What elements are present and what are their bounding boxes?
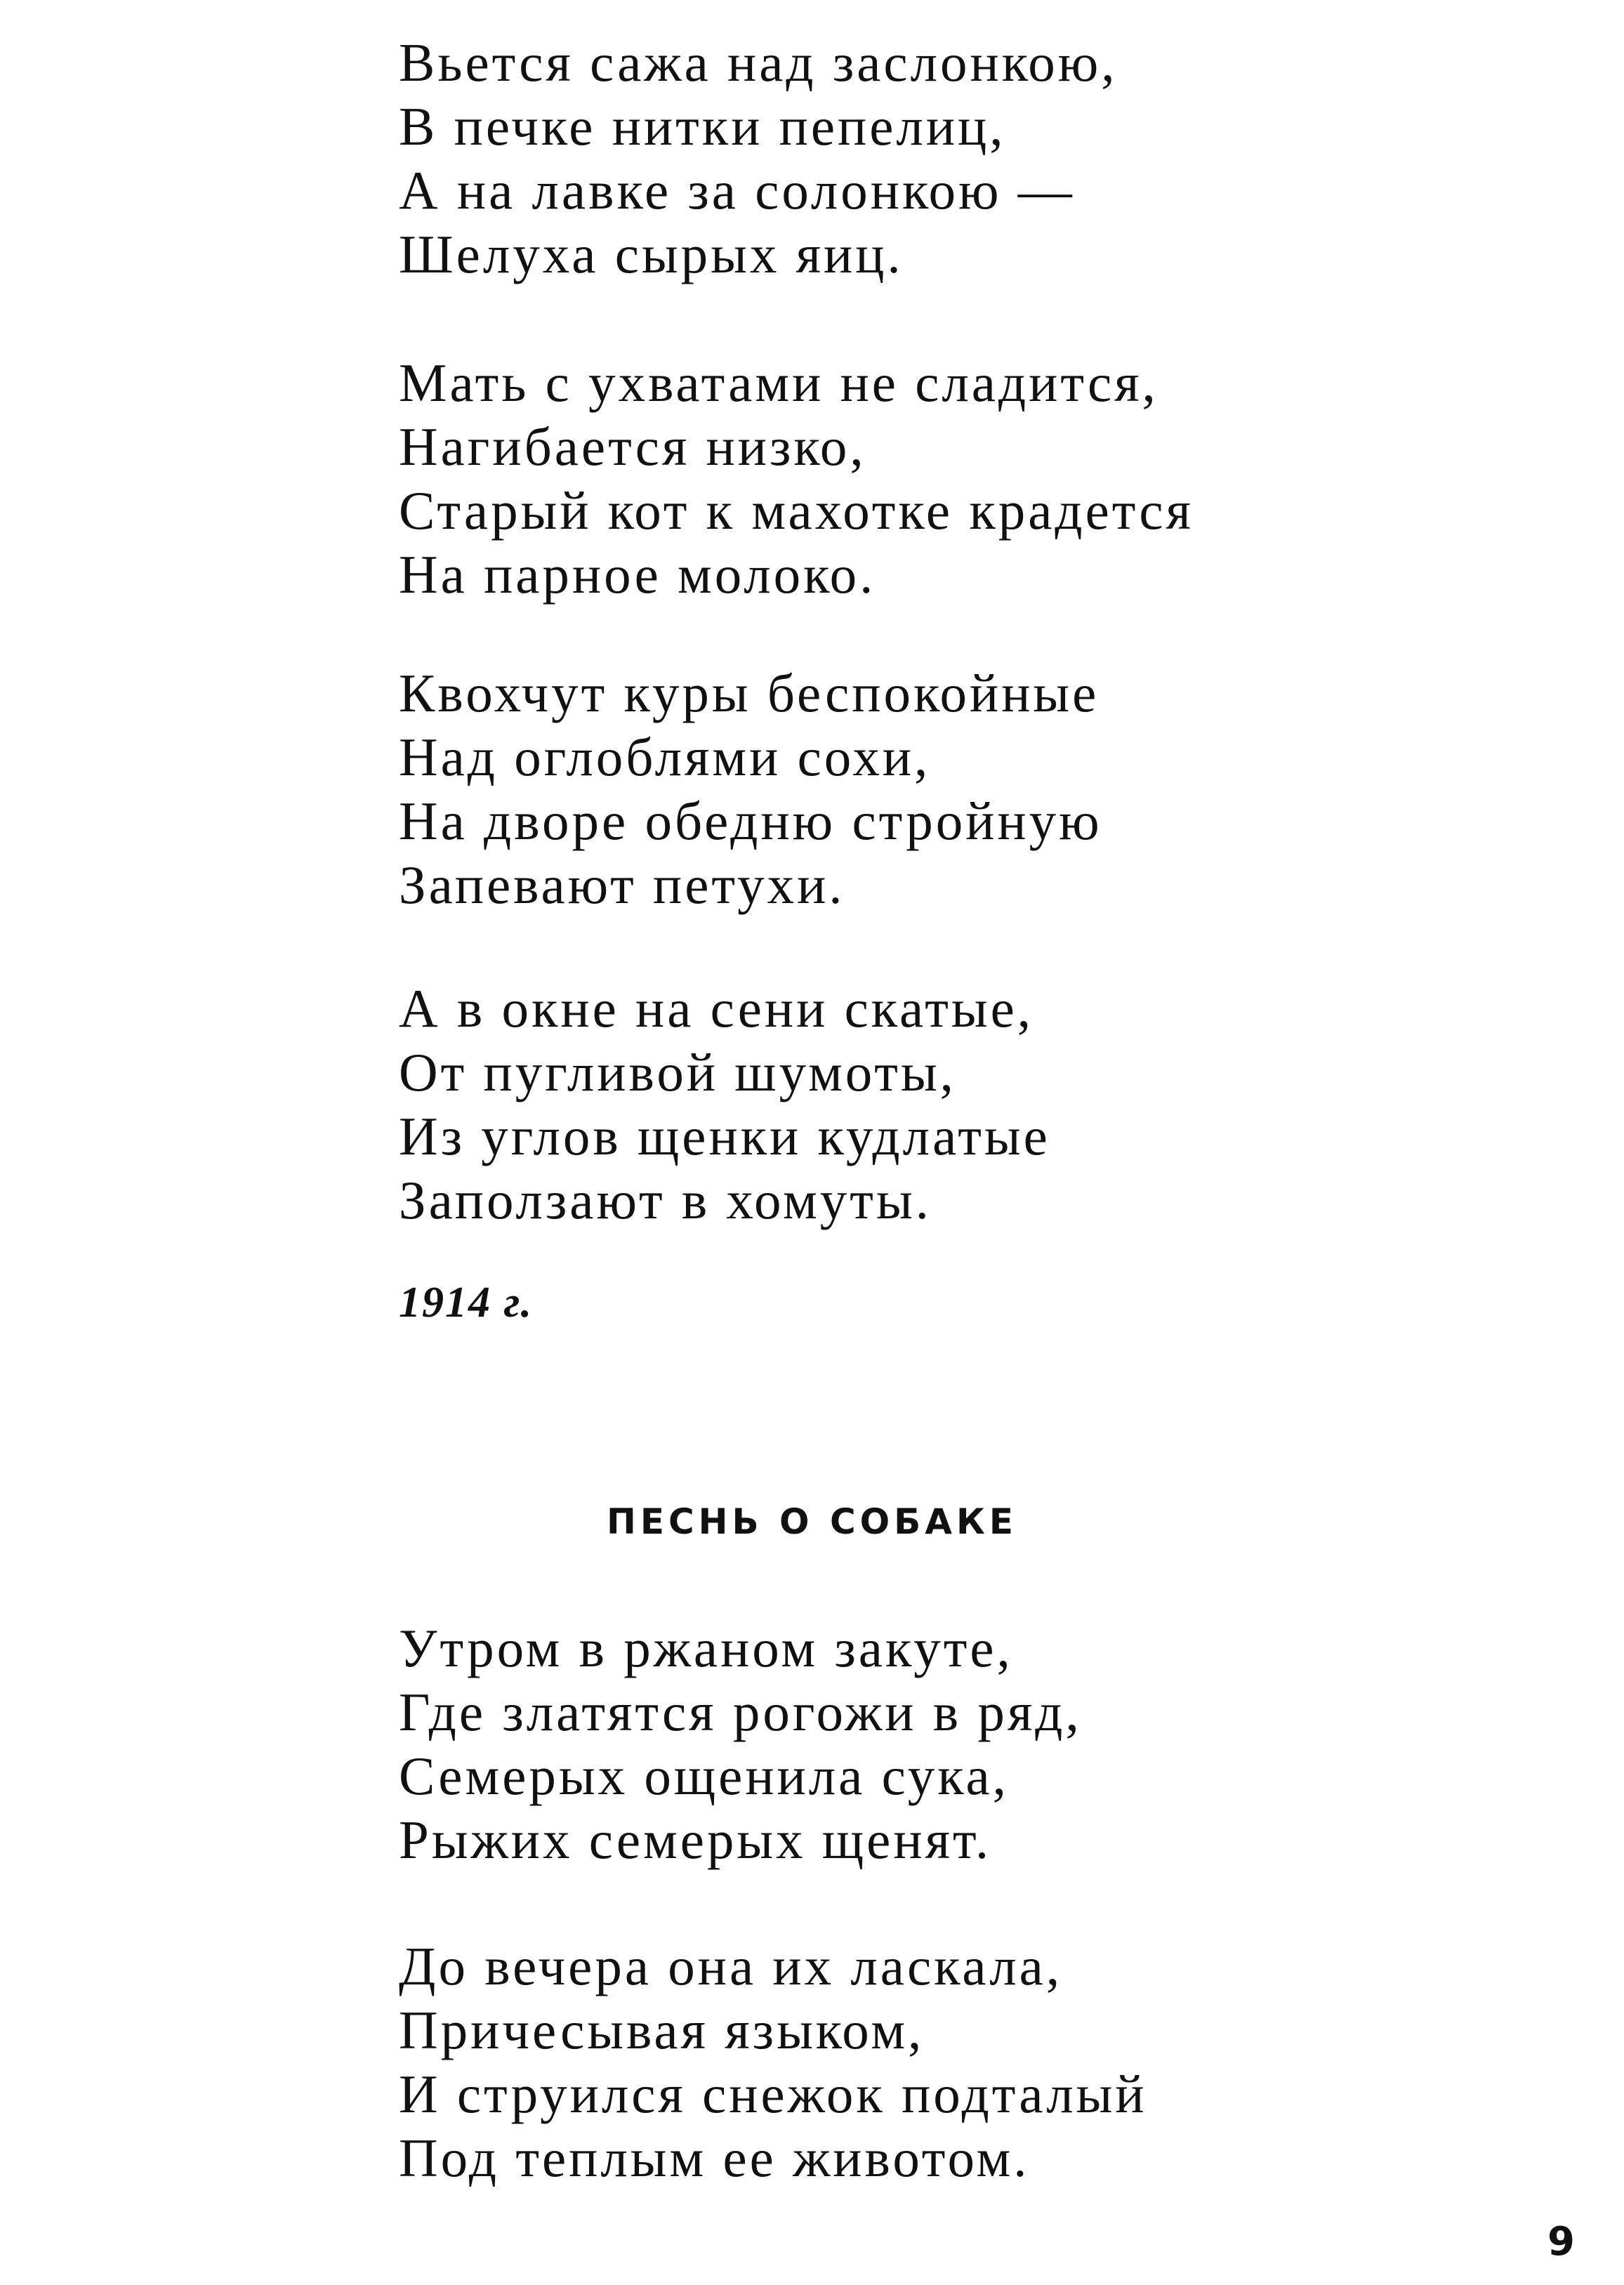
poem-line: Причесывая языком, — [399, 2000, 925, 2060]
poem-line: Семерых ощенила сука, — [399, 1746, 1009, 1806]
stanza — [399, 661, 1417, 917]
poem-line: Вьется сажа над заслонкою, — [399, 32, 1118, 93]
poem-date: 1914 г. — [399, 1279, 534, 1326]
poem-line: В печке нитки пепелиц, — [399, 96, 1006, 157]
poem-line: Заползают в хомуты. — [399, 1170, 932, 1230]
poem-line: Мать с ухватами не сладится, — [399, 353, 1158, 413]
poem-line: От пугливой шумоты, — [399, 1042, 956, 1102]
poem-line: Рыжих семерых щенят. — [399, 1810, 992, 1870]
poem-line: Утром в ржаном закуте, — [399, 1618, 1013, 1678]
poem-line: И струился снежок подталый — [399, 2064, 1147, 2124]
poem-line: Старый кот к махотке крадется — [399, 480, 1194, 541]
poem-title: ПЕСНЬ О СОБАКЕ — [606, 1501, 1017, 1542]
poem-line: Под теплым ее животом. — [399, 2128, 1030, 2188]
poem-line: На дворе обедню стройную — [399, 791, 1102, 851]
poem-line: Нагибается низко, — [399, 416, 866, 477]
poem-line: Запевают петухи. — [399, 855, 845, 915]
poem-line: Над оглоблями сохи, — [399, 727, 931, 787]
poem-line: А на лавке за солонкою — — [399, 160, 1075, 220]
poem-line: Квохчут куры беспокойные — [399, 663, 1100, 723]
poem-line: Где златятся рогожи в ряд, — [399, 1682, 1082, 1742]
stanza — [399, 977, 1417, 1232]
stanza — [399, 1616, 1417, 1872]
poem-line: На парное молоко. — [399, 544, 876, 605]
stanza — [399, 1935, 1417, 2190]
poem-line: Шелуха сырых яиц. — [399, 224, 904, 284]
page-number: 9 — [1547, 2219, 1575, 2265]
stanza — [399, 31, 1417, 287]
poem-line: Из углов щенки кудлатые — [399, 1106, 1050, 1166]
poem-line: А в окне на сени скатые, — [399, 978, 1034, 1039]
poem-line: До вечера она их ласкала, — [399, 1936, 1063, 1996]
stanza — [399, 351, 1417, 607]
